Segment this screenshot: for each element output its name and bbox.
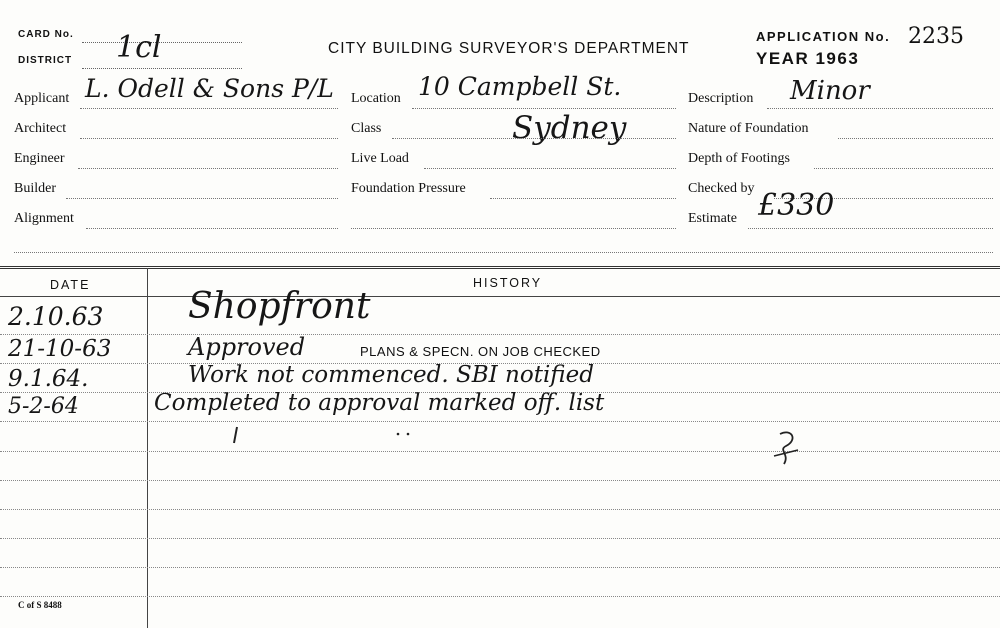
application-no-label: APPLICATION No. — [756, 29, 891, 44]
estimate-line — [748, 228, 993, 229]
applicant-value: L. Odell & Sons P/L — [85, 74, 334, 103]
alignment-line — [86, 228, 338, 229]
row-line — [0, 509, 1000, 510]
estimate-label: Estimate — [688, 211, 737, 226]
application-number: 2235 — [908, 24, 964, 49]
history-typed-note: PLANS & SPECN. ON JOB CHECKED — [360, 344, 601, 359]
history-date: 9.1.64. — [8, 366, 89, 392]
engineer-line — [78, 168, 338, 169]
year-label: YEAR 1963 — [756, 49, 860, 68]
applicant-label: Applicant — [14, 91, 70, 106]
foundation-pressure-line — [490, 198, 676, 199]
location-line — [412, 108, 676, 109]
district-line — [82, 68, 242, 69]
description-value: Minor — [790, 76, 870, 106]
location-label: Location — [351, 91, 401, 106]
live-load-label: Live Load — [351, 151, 409, 166]
blank-line-col2 — [351, 228, 676, 229]
card-no-label: CARD No. — [18, 29, 74, 40]
row-line — [0, 480, 1000, 481]
checked-by-label: Checked by — [688, 181, 755, 196]
date-column-header: DATE — [50, 278, 91, 292]
class-line — [392, 138, 676, 139]
live-load-line — [424, 168, 676, 169]
location-value: 10 Campbell St. — [418, 72, 622, 101]
alignment-label: Alignment — [14, 211, 74, 226]
form-code: C of S 8488 — [18, 600, 62, 610]
history-note: Work not commenced. SBI notified — [188, 362, 594, 388]
history-date: 5-2-64 — [8, 394, 79, 419]
foundation-pressure-label: Foundation Pressure — [351, 181, 466, 196]
history-header-rule — [0, 296, 1000, 297]
card-no-line — [82, 42, 242, 43]
location-suburb: Sydney — [512, 110, 627, 146]
history-date: 21-10-63 — [8, 336, 112, 362]
history-note: Approved — [188, 333, 306, 361]
nature-of-foundation-label: Nature of Foundation — [688, 121, 809, 136]
district-value: 1cl — [116, 30, 162, 65]
department-title: CITY BUILDING SURVEYOR'S DEPARTMENT — [328, 40, 690, 57]
row-line — [0, 538, 1000, 539]
date-column-divider — [147, 268, 148, 628]
pen-marks — [150, 410, 830, 470]
row-line — [0, 567, 1000, 568]
architect-line — [80, 138, 338, 139]
history-note: Shopfront — [188, 286, 371, 327]
nature-of-foundation-line — [838, 138, 993, 139]
class-label: Class — [351, 121, 382, 136]
row-line — [0, 596, 1000, 597]
history-top-rule — [0, 266, 1000, 269]
applicant-line — [80, 108, 338, 109]
history-note: Completed to approval marked off. list — [154, 390, 605, 416]
builder-label: Builder — [14, 181, 56, 196]
description-label: Description — [688, 91, 754, 106]
depth-of-footings-label: Depth of Footings — [688, 151, 790, 166]
depth-of-footings-line — [814, 168, 993, 169]
blank-line-bottom — [14, 252, 993, 253]
architect-label: Architect — [14, 121, 67, 136]
description-line — [767, 108, 993, 109]
row-line — [0, 334, 1000, 335]
estimate-value: £330 — [758, 188, 835, 223]
district-label: DISTRICT — [18, 55, 73, 66]
history-date: 2.10.63 — [8, 302, 104, 331]
engineer-label: Engineer — [14, 151, 65, 166]
history-column-header: HISTORY — [473, 276, 543, 290]
builder-line — [66, 198, 338, 199]
